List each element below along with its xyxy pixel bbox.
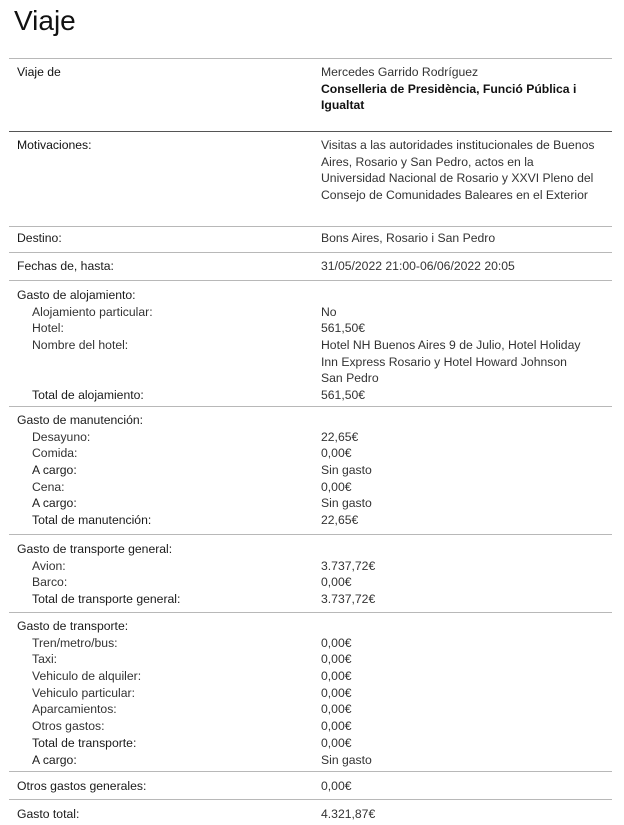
expense-row [17, 445, 607, 462]
expense-value: Sin gasto [321, 463, 372, 478]
expense-value: 3.737,72€ [321, 592, 376, 607]
hotel-name-label: Nombre del hotel: [32, 338, 129, 353]
section-transporte [17, 618, 607, 768]
expense-value: 0,00€ [321, 685, 352, 700]
alojamiento-label: Gasto de alojamiento: [17, 288, 136, 302]
divider [9, 799, 612, 800]
hotel-label: Hotel: [32, 321, 64, 336]
transporte-items [17, 635, 607, 769]
section-fechas [17, 258, 607, 275]
viaje-de-label: Viaje de [17, 65, 61, 79]
section-total [17, 806, 607, 823]
expense-row [17, 558, 607, 575]
expense-label: Comida: [32, 446, 78, 461]
destino-label: Destino: [17, 231, 62, 245]
transporte-label: Gasto de transporte: [17, 619, 129, 633]
alojamiento-particular-value: No [321, 304, 337, 319]
transporte-general-items [17, 558, 607, 608]
expense-row [17, 479, 607, 496]
divider [9, 612, 612, 613]
expense-row [17, 635, 607, 652]
expense-row [17, 752, 607, 769]
divider [9, 406, 612, 407]
expense-label: Aparcamientos: [32, 702, 117, 717]
manutencion-items [17, 429, 607, 529]
otros-label: Otros gastos generales: [17, 779, 147, 793]
transporte-general-label: Gasto de transporte general: [17, 542, 173, 556]
expense-label: Barco: [32, 575, 68, 590]
alojamiento-particular-label: Alojamiento particular: [32, 304, 153, 319]
expense-label: Total de transporte general: [32, 592, 181, 607]
page-title: Viaje [14, 5, 76, 36]
expense-value: 22,65€ [321, 429, 359, 444]
motivaciones-label: Motivaciones: [17, 138, 92, 152]
total-value: 4.321,87€ [321, 807, 376, 821]
fechas-value: 31/05/2022 21:00-06/06/2022 20:05 [321, 259, 515, 273]
divider [9, 252, 612, 253]
total-label: Gasto total: [17, 807, 80, 821]
expense-value: 0,00€ [321, 669, 352, 684]
expense-label: A cargo: [32, 752, 77, 767]
divider [9, 534, 612, 535]
section-motivaciones [17, 137, 607, 203]
manutencion-label: Gasto de manutención: [17, 413, 144, 427]
section-otros [17, 778, 607, 795]
section-destino [17, 230, 607, 247]
expense-value: 0,00€ [321, 635, 352, 650]
traveler-name: Mercedes Garrido Rodríguez [321, 65, 479, 79]
expense-value: Sin gasto [321, 496, 372, 511]
expense-row [17, 462, 607, 479]
divider [9, 58, 612, 59]
expense-row [17, 651, 607, 668]
alojamiento-total-value: 561,50€ [321, 388, 366, 403]
expense-row [17, 512, 607, 529]
hotel-name-value: Hotel NH Buenos Aires 9 de Julio, Hotel Holiday Inn Express Rosario y Hotel Howard Johnson San Pedro [321, 338, 581, 386]
expense-row [17, 735, 607, 752]
divider [9, 131, 612, 132]
section-manutencion [17, 412, 607, 529]
expense-row [17, 701, 607, 718]
viaje-de-value [321, 64, 606, 114]
otros-value: 0,00€ [321, 779, 352, 793]
destino-value: Bons Aires, Rosario i San Pedro [321, 231, 496, 245]
expense-label: Desayuno: [32, 429, 91, 444]
expense-label: A cargo: [32, 496, 77, 511]
expense-row [17, 591, 607, 608]
expense-value: 0,00€ [321, 479, 352, 494]
expense-label: Taxi: [32, 652, 58, 667]
expense-label: Avion: [32, 558, 66, 573]
expense-value: 0,00€ [321, 735, 352, 750]
traveler-department: Conselleria de Presidència, Funció Pública i Igualtat [321, 81, 577, 113]
divider [9, 280, 612, 281]
expense-label: Tren/metro/bus: [32, 635, 118, 650]
fechas-label: Fechas de, hasta: [17, 259, 114, 273]
expense-value: 3.737,72€ [321, 558, 376, 573]
divider [9, 771, 612, 772]
section-alojamiento [17, 287, 607, 404]
expense-value: Sin gasto [321, 752, 372, 767]
expense-value: 0,00€ [321, 702, 352, 717]
expense-label: Total de manutención: [32, 513, 152, 528]
expense-value: 0,00€ [321, 575, 352, 590]
expense-row [17, 574, 607, 591]
expense-label: Total de transporte: [32, 735, 137, 750]
expense-value: 22,65€ [321, 513, 359, 528]
motivaciones-value: Visitas a las autoridades institucionales de Buenos Aires, Rosario y San Pedro, actos en la Universidad Nacional de Rosario y XXVI Pleno del Consejo de Comunidades Baleares en el Exterior [321, 138, 595, 203]
section-viaje-de [17, 64, 607, 113]
section-transporte-general [17, 541, 607, 608]
expense-value: 0,00€ [321, 652, 352, 667]
expense-row [17, 668, 607, 685]
alojamiento-total-label: Total de alojamiento: [32, 388, 144, 403]
expense-value: 0,00€ [321, 446, 352, 461]
expense-row [17, 718, 607, 735]
expense-row [17, 495, 607, 512]
hotel-value: 561,50€ [321, 321, 366, 336]
divider [9, 226, 612, 227]
expense-label: Vehiculo de alquiler: [32, 669, 142, 684]
expense-label: Otros gastos: [32, 719, 105, 734]
expense-label: A cargo: [32, 463, 77, 478]
expense-label: Vehiculo particular: [32, 685, 135, 700]
expense-label: Cena: [32, 479, 65, 494]
expense-row [17, 685, 607, 702]
expense-value: 0,00€ [321, 719, 352, 734]
expense-row [17, 429, 607, 446]
